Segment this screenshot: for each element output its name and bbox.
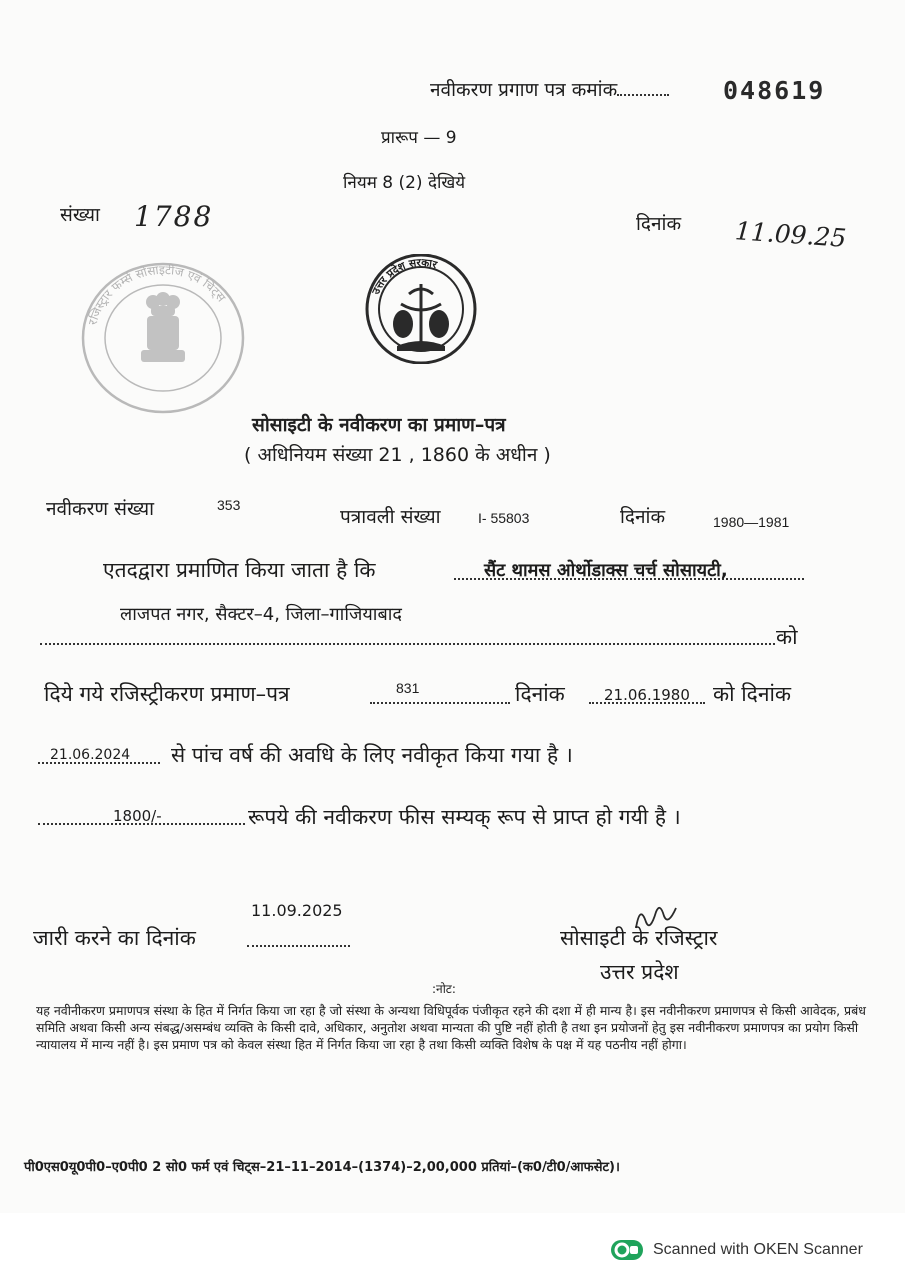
renewed-from-date: 21.06.2024	[50, 747, 131, 763]
registration-prefix: दिये गये रजिस्ट्रीकरण प्रमाण–पत्र	[44, 682, 290, 706]
fee-received-text: रूपये की नवीकरण फीस सम्यक् रूप से प्राप्त हो गयी है ।	[248, 805, 681, 829]
society-address: लाजपत नगर, सैक्टर–4, जिला–गाजियाबाद	[120, 604, 402, 625]
renewal-number-value: 353	[217, 497, 241, 513]
date-value-handwritten: 11.09.25	[734, 216, 848, 253]
registration-number: 831	[396, 680, 420, 696]
scanner-watermark	[610, 1237, 863, 1263]
form-label: प्रारूप — 9	[381, 128, 457, 148]
line2-suffix: को	[776, 625, 798, 649]
signatory-state: उत्तर प्रदेश	[600, 960, 679, 984]
oken-scanner-logo-icon	[610, 1239, 644, 1261]
society-name: सैंट थामस ओर्थोडाक्स चर्च सोसायटी,	[484, 560, 728, 581]
svg-text:उत्तर प्रदेश सरकार: उत्तर प्रदेश सरकार	[369, 256, 439, 297]
issue-date-value: 11.09.2025	[251, 901, 343, 920]
renewal-number-label: नवीकरण संख्या	[46, 498, 155, 520]
scanner-label: Scanned with OKEN Scanner	[653, 1241, 863, 1258]
signatory-title: सोसाइटी के रजिस्ट्रार	[560, 926, 718, 950]
certificate-title: सोसाइटी के नवीकरण का प्रमाण–पत्र	[252, 414, 506, 436]
number-value-handwritten: 1788	[134, 200, 214, 233]
registration-date: 21.06.1980	[604, 686, 690, 704]
cert-number-value: 048619	[723, 76, 826, 105]
renewal-period-text: से पांच वर्ष की अवधि के लिए नवीकृत किया गया है ।	[171, 743, 573, 767]
cert-number-label: नवीकरण प्रगाण पत्र कमांक	[430, 79, 618, 101]
file-number-value: I- 55803	[478, 510, 530, 526]
registrar-seal-icon	[77, 258, 249, 418]
registration-date-label: दिनांक	[515, 682, 565, 706]
printer-line: पी0एस0यू0पी0–ए0पी0 2 सो0 फर्म एवं चिट्स–21–11–2014–(1374)–2,00,000 प्रतियां–(क0/टी0/आफसेट)।	[24, 1160, 620, 1175]
svg-text:रजिस्ट्रार फर्म्स सोसाइटीज एवं: रजिस्ट्रार फर्म्स सोसाइटीज एवं चिट्स	[85, 262, 229, 327]
date-label: दिनांक	[636, 213, 682, 235]
renewal-date-label: दिनांक	[620, 506, 666, 528]
note-heading: :नोट:	[432, 982, 456, 996]
act-subtitle: ( अधिनियम संख्या 21 , 1860 के अधीन )	[244, 444, 551, 466]
up-government-emblem	[361, 254, 481, 364]
certify-prefix: एतदद्वारा प्रमाणित किया जाता है कि	[103, 558, 376, 582]
line3-suffix: को दिनांक	[713, 682, 792, 706]
cert-number-row	[430, 76, 669, 102]
renewal-date-value: 1980—1981	[713, 514, 790, 530]
rule-label: नियम 8 (2) देखिये	[343, 173, 466, 193]
registrar-seal	[77, 258, 249, 418]
number-label: संख्या	[60, 204, 100, 226]
up-emblem-icon	[361, 254, 481, 364]
fee-amount: 1800/-	[113, 807, 162, 825]
issue-date-label: जारी करने का दिनांक	[33, 926, 196, 950]
file-number-label: पत्रावली संख्या	[340, 506, 441, 528]
note-text: यह नवीनीकरण प्रमाणपत्र संस्था के हित में निर्गत किया जा रहा है जो संस्था के अन्यथा विधिपूर्वक पंजीकृत रहने की दशा में ही मान्य है। इस नवीनीकरण प्रमाणपत्र से किसी आवेदक, प्रबंध समिति अथवा किसी अन्य संबद्ध/असम्बंध व्यक्ति के किसी दावे, अधिकार, अनुतोश अथवा मान्यता की पुष्टि नहीं होती है तथा इन प्रयोजनों हेतु इस नवीनीकरण प्रमाणपत्र का प्रयोग किसी न्यायालय में मान्य नहीं है। इस प्रमाण पत्र को केवल संस्था हित में निर्गत किया जा रहा है तथा किसी व्यक्ति विशेष के पक्ष में यह पठनीय नहीं होगा।	[36, 1003, 866, 1052]
